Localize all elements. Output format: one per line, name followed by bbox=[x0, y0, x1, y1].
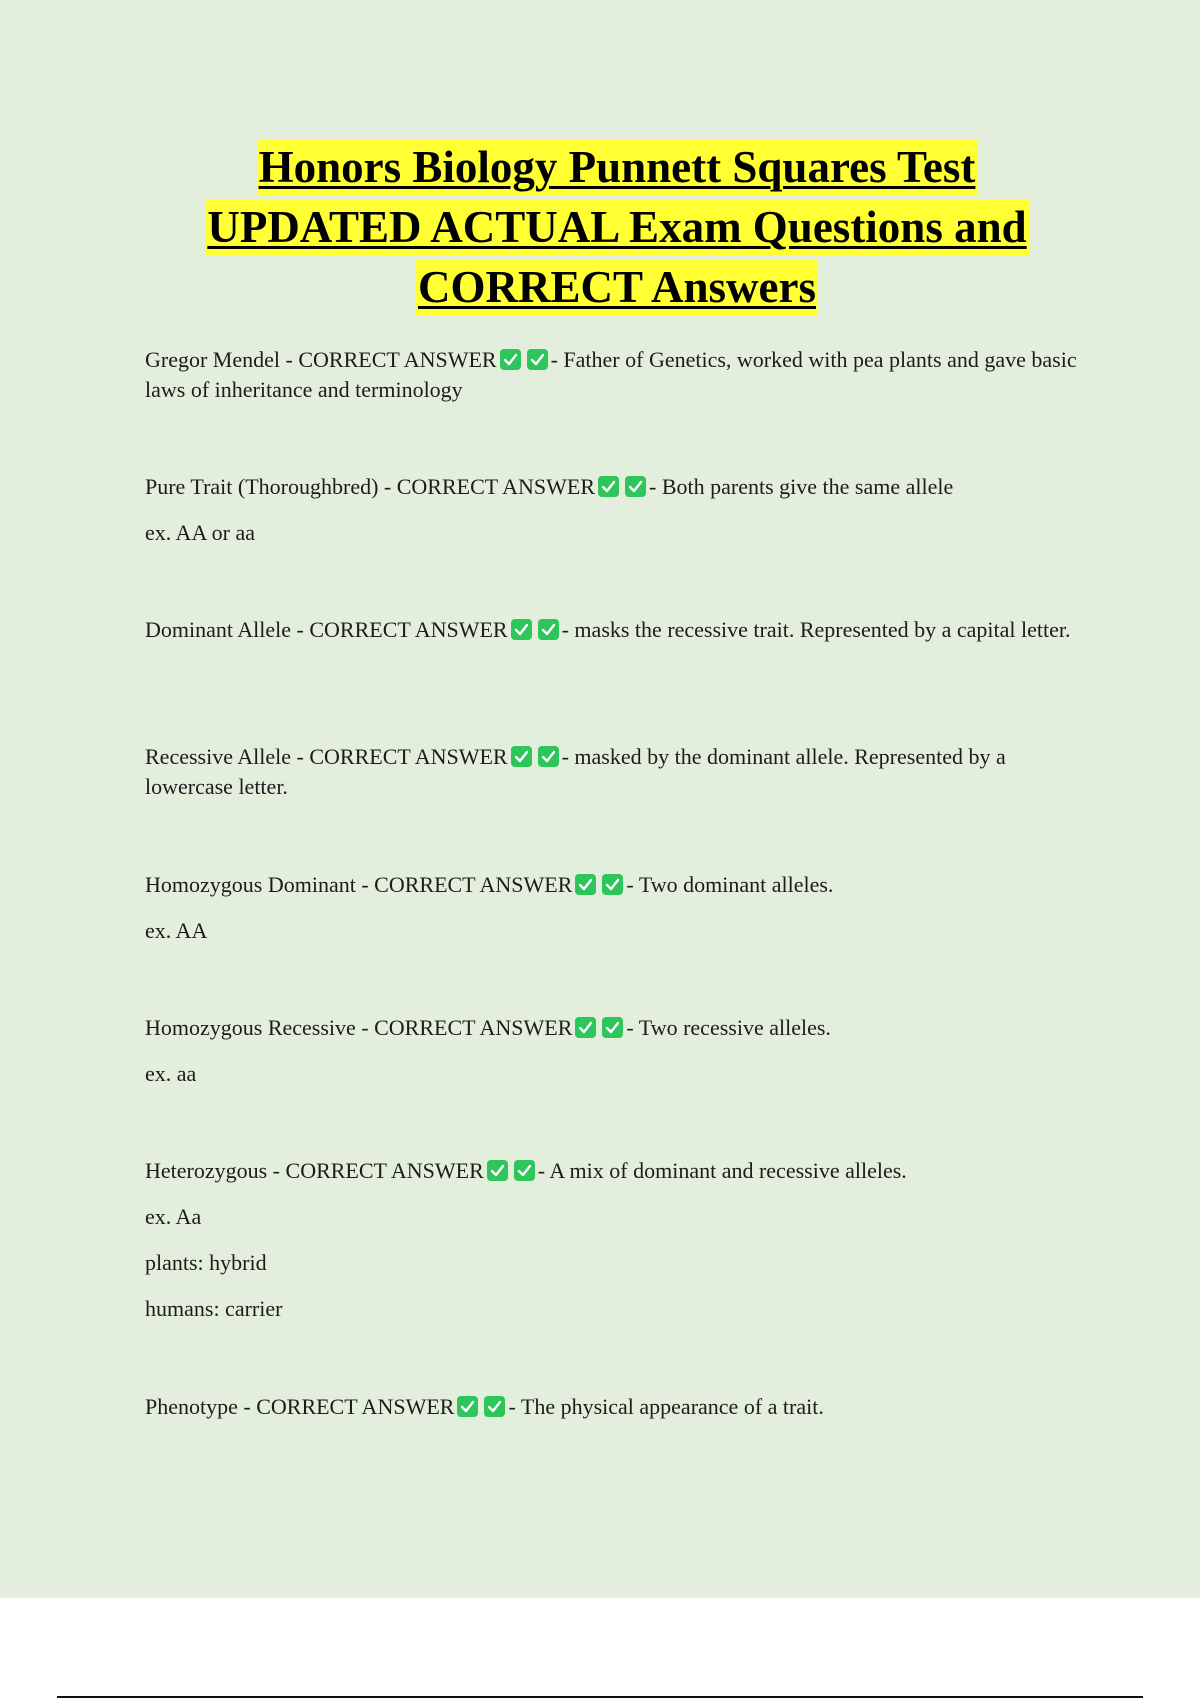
check-mark-icon bbox=[602, 1017, 623, 1038]
title-line-1: Honors Biology Punnett Squares Test bbox=[257, 140, 978, 196]
qa-entry-homozygous-recessive bbox=[145, 1013, 1085, 1089]
entry-term: Gregor Mendel - bbox=[145, 347, 299, 372]
footer-rule bbox=[57, 1696, 1143, 1698]
entry-definition: - Two recessive alleles. bbox=[626, 1015, 831, 1040]
note-line: humans: carrier bbox=[145, 1296, 283, 1321]
check-mark-icon bbox=[500, 349, 521, 370]
answer-label: CORRECT ANSWER bbox=[374, 872, 573, 897]
entry-term: Recessive Allele - bbox=[145, 744, 310, 769]
check-mark-icon bbox=[575, 874, 596, 895]
entry-definition: - masked by the dominant allele. Represented by a lowercase letter. bbox=[145, 744, 1006, 799]
check-mark-icon bbox=[538, 619, 559, 640]
title-line-3: CORRECT Answers bbox=[416, 260, 818, 316]
note-line: plants: hybrid bbox=[145, 1250, 267, 1275]
title-line-2: UPDATED ACTUAL Exam Questions and bbox=[205, 200, 1028, 256]
answer-label: CORRECT ANSWER bbox=[298, 347, 497, 372]
qa-entry-phenotype bbox=[145, 1392, 1085, 1422]
check-mark-icon bbox=[514, 1160, 535, 1181]
entry-term: Homozygous Dominant - bbox=[145, 872, 375, 897]
answer-label: CORRECT ANSWER bbox=[309, 744, 508, 769]
entry-term: Pure Trait (Thoroughbred) - bbox=[145, 474, 397, 499]
answer-label: CORRECT ANSWER bbox=[285, 1158, 484, 1183]
entry-definition: - masks the recessive trait. Represented by a capital letter. bbox=[561, 617, 1071, 642]
entry-definition: - Two dominant alleles. bbox=[626, 872, 834, 897]
qa-entry-recessive-allele bbox=[145, 742, 1085, 802]
example-line: ex. AA bbox=[145, 918, 208, 943]
answer-label: CORRECT ANSWER bbox=[309, 617, 508, 642]
check-mark-icon bbox=[527, 349, 548, 370]
check-mark-icon bbox=[511, 746, 532, 767]
example-line: ex. AA or aa bbox=[145, 520, 255, 545]
qa-entry-gregor-mendel bbox=[145, 345, 1085, 405]
qa-entry-heterozygous bbox=[145, 1156, 1085, 1324]
document-title bbox=[60, 140, 1174, 320]
check-mark-icon bbox=[484, 1396, 505, 1417]
answer-label: CORRECT ANSWER bbox=[374, 1015, 573, 1040]
qa-entry-pure-trait bbox=[145, 472, 1085, 548]
example-line: ex. aa bbox=[145, 1061, 197, 1086]
check-mark-icon bbox=[511, 619, 532, 640]
entry-term: Heterozygous - bbox=[145, 1158, 286, 1183]
entry-definition: - Father of Genetics, worked with pea plants and gave basic laws of inheritance and terminology bbox=[145, 347, 1077, 402]
check-mark-icon bbox=[598, 476, 619, 497]
example-line: ex. Aa bbox=[145, 1204, 202, 1229]
entry-definition: - The physical appearance of a trait. bbox=[508, 1394, 824, 1419]
entry-term: Homozygous Recessive - bbox=[145, 1015, 375, 1040]
entry-term: Dominant Allele - bbox=[145, 617, 310, 642]
check-mark-icon bbox=[487, 1160, 508, 1181]
qa-entry-dominant-allele bbox=[145, 615, 1085, 645]
check-mark-icon bbox=[538, 746, 559, 767]
check-mark-icon bbox=[625, 476, 646, 497]
check-mark-icon bbox=[575, 1017, 596, 1038]
check-mark-icon bbox=[457, 1396, 478, 1417]
answer-label: CORRECT ANSWER bbox=[396, 474, 595, 499]
qa-entry-homozygous-dominant bbox=[145, 870, 1085, 946]
answer-label: CORRECT ANSWER bbox=[256, 1394, 455, 1419]
entry-definition: - Both parents give the same allele bbox=[649, 474, 954, 499]
entry-term: Phenotype - bbox=[145, 1394, 257, 1419]
entry-definition: - A mix of dominant and recessive alleles. bbox=[537, 1158, 907, 1183]
check-mark-icon bbox=[602, 874, 623, 895]
